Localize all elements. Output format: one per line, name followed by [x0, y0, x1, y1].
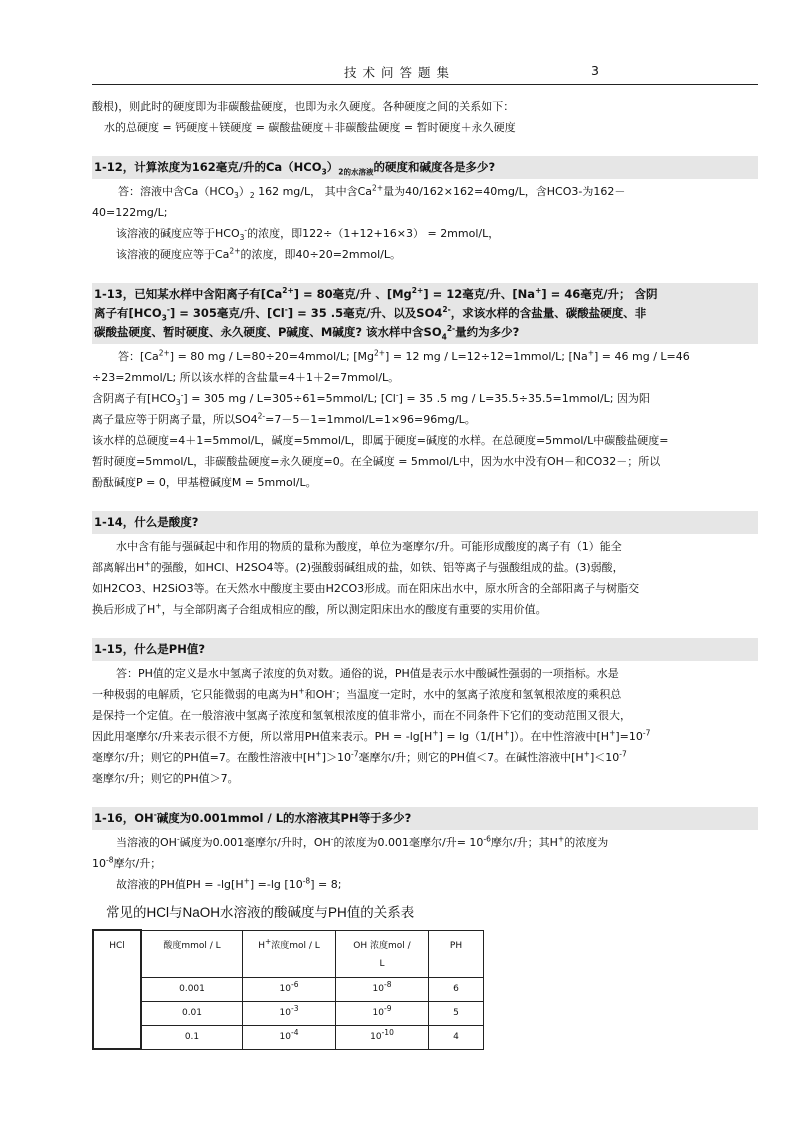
table-cell: $10^{-6}$	[243, 977, 336, 1001]
intro-formula: 水的总硬度 = 钙硬度＋镁硬度 = 碳酸盐硬度＋非碳酸盐硬度 = 暂时硬度＋永久硬度	[104, 121, 516, 134]
answer-1-15-line: 因此用毫摩尔/升来表示很不方便，所以常用PH值来表示。PH = -lg[H+] = lg（1/[H+]）。在中性溶液中$[H^+]=10^{-7}$	[92, 728, 651, 743]
document-title: 技术问答题集	[344, 65, 456, 80]
table-header-cell: OH 浓度mol / L	[336, 930, 429, 977]
question-1-12-title: 1-12，计算浓度为162毫克/升的$Ca(HCO_3)_{2的水溶液}$的硬度和碱度各是多少?	[92, 156, 758, 179]
table-cell: 4	[429, 1025, 484, 1049]
answer-1-13-line: ÷23=2mmol/L; 所以该水样的含盐量=4＋1＋2=7mmol/L。	[92, 371, 400, 384]
answer-1-14-line: 换后形成了H+，与全部阴离子合组成相应的酸，所以测定阳床出水的酸度有重要的实用价值。	[92, 601, 547, 616]
question-1-16-title: 1-16，OH-碱度为0.001mmol / L的水溶液其PH等于多少?	[92, 807, 758, 830]
answer-1-13-line: 含阴离子有$[HCO_3^-] = 305$ mg / L=305÷61=5mmol/L; [Cl-] = 35 .5 mg / L=35.5÷35.5=1mmol/L; 因为阳	[92, 390, 650, 408]
table-cell: $10^{-4}$	[243, 1025, 336, 1049]
table-row	[93, 977, 484, 1001]
answer-1-15-line: 毫摩尔/升；则它的PH值=7。在酸性溶液中$[H^+]>10^{-7}$毫摩尔/升；则它的PH值＜7。在碱性溶液中$[H^+]<10^{-7}$	[92, 749, 627, 764]
answer-1-12-line: 该溶液的硬度应等于$Ca^{2+}$的浓度，即40÷20=2mmol/L。	[116, 246, 401, 261]
answer-1-13-line: 酚酞碱度P = 0，甲基橙碱度M = 5mmol/L。	[92, 476, 317, 489]
answer-1-16-line: 当溶液的OH-碱度为0.001毫摩尔/升时，OH-的浓度为0.001毫摩尔/升= $10^{-6}$摩尔/升；其H+的浓度为	[116, 834, 609, 849]
answer-1-12-line: 40=122mg/L;	[92, 206, 168, 219]
answer-1-14-line: 部离解出H+的强酸，如HCl、H2SO4等。(2)强酸弱碱组成的盐，如铁、铝等离子与强酸组成的盐。(3)弱酸，	[92, 559, 624, 574]
table-header-cell: 酸度mmol / L	[141, 930, 243, 977]
table-row	[93, 1025, 484, 1049]
answer-1-12-line: 答：溶液中含$Ca(HCO_3)_2$ 162 mg/L， 其中含$Ca^{2+}$量为40/162×162=40mg/L，含HCO3-为162－	[118, 183, 626, 201]
answer-1-15-line: 答：PH值的定义是水中氢离子浓度的负对数。通俗的说，PH值是表示水中酸碱性强弱的一项指标。水是	[116, 667, 619, 680]
page-body	[92, 96, 758, 1050]
answer-1-12-line: 该溶液的碱度应等于$HCO_3^-$的浓度，即122÷（1+12+16×3） = 2mmol/L，	[116, 225, 500, 243]
question-1-13-title: 1-13，已知某水样中含阳离子有$[Ca^{2+}] = 80$毫克/升 、$[Mg^{2+}] = 12$毫克/升、[Na+] = 46毫克/升； 含阴 离子有$[HCO_3^-] = 305$毫克/升、[Cl-] = 35 .5毫克/升、以及$SO4^{2-}$，求该水样的含盐量、碳酸盐硬度、非 碳酸盐硬度、暂时硬度、永久硬度、P碱度、M碱度? 该水样中含$SO_4^{2-}$量约为多少?	[92, 283, 758, 344]
table-cell: $10^{-3}$	[243, 1001, 336, 1025]
table-cell: 0.01	[141, 1001, 243, 1025]
page-header	[92, 58, 758, 85]
table-caption: 常见的HCl与NaOH水溶液的酸碱度与PH值的关系表	[106, 905, 415, 920]
answer-1-15-line: 一种极弱的电解质，它只能微弱的电离为H+和OH-；当温度一定时，水中的氢离子浓度和氢氧根浓度的乘积总	[92, 686, 622, 701]
table-row	[93, 1001, 484, 1025]
answer-1-13-line: 暂时硬度=5mmol/L，非碳酸盐硬度=永久硬度=0。在全碱度 = 5mmol/L中，因为水中没有OH－和CO32－；所以	[92, 455, 661, 468]
table-header-cell: PH	[429, 930, 484, 977]
table-cell: $10^{-10}$	[336, 1025, 429, 1049]
intro-line: 酸根)，则此时的硬度即为非碳酸盐硬度，也即为永久硬度。各种硬度之间的关系如下：	[92, 100, 515, 113]
table-cell: 6	[429, 977, 484, 1001]
table-header-row	[93, 930, 484, 977]
answer-1-15-line: 是保持一个定值。在一般溶液中氢离子浓度和氢氧根浓度的值非常小，而在不同条件下它们的变动范围又很大，	[92, 709, 631, 722]
question-1-15-title: 1-15，什么是PH值?	[92, 638, 758, 661]
question-1-14-title: 1-14，什么是酸度?	[92, 511, 758, 534]
answer-1-13-line: 答：$[Ca^{2+}] = 80$ mg / L=80÷20=4mmol/L; $[Mg^{2+}] = 12$ mg / L=12÷12=1mmol/L; [Na+] = 46 mg / L=46	[118, 348, 690, 363]
table-cell: 0.1	[141, 1025, 243, 1049]
answer-1-13-line: 离子量应等于阴离子量，所以$SO4^{2-}=7-5-1=1mmol/L=1\times 96=96mg/L$。	[92, 411, 476, 426]
answer-1-13-line: 该水样的总硬度=4＋1=5mmol/L，碱度=5mmol/L，即属于硬度=碱度的水样。在总硬度=5mmol/L中碳酸盐硬度=	[92, 434, 669, 447]
answer-1-14-line: 如H2CO3、H2SiO3等。在天然水中酸度主要由H2CO3形成。而在阳床出水中，原水所含的全部阳离子与树脂交	[92, 582, 640, 595]
table-row-label: HCl	[93, 930, 141, 1049]
answer-1-16-line: $10^{-8}$摩尔/升；	[92, 855, 162, 870]
table-cell: $10^{-9}$	[336, 1001, 429, 1025]
table-cell: $10^{-8}$	[336, 977, 429, 1001]
answer-1-16-line: 故溶液的PH值PH = -lg[H+] =-lg $[10^{-8}] = 8$;	[116, 876, 342, 891]
table-cell: 0.001	[141, 977, 243, 1001]
answer-1-14-line: 水中含有能与强碱起中和作用的物质的量称为酸度，单位为毫摩尔/升。可能形成酸度的离子有（1）能全	[116, 540, 622, 553]
table-header-cell: H+浓度mol / L	[243, 930, 336, 977]
ph-table	[92, 929, 484, 1050]
table-cell: 5	[429, 1001, 484, 1025]
page-number: 3	[591, 63, 599, 78]
answer-1-15-line: 毫摩尔/升；则它的PH值＞7。	[92, 772, 239, 785]
